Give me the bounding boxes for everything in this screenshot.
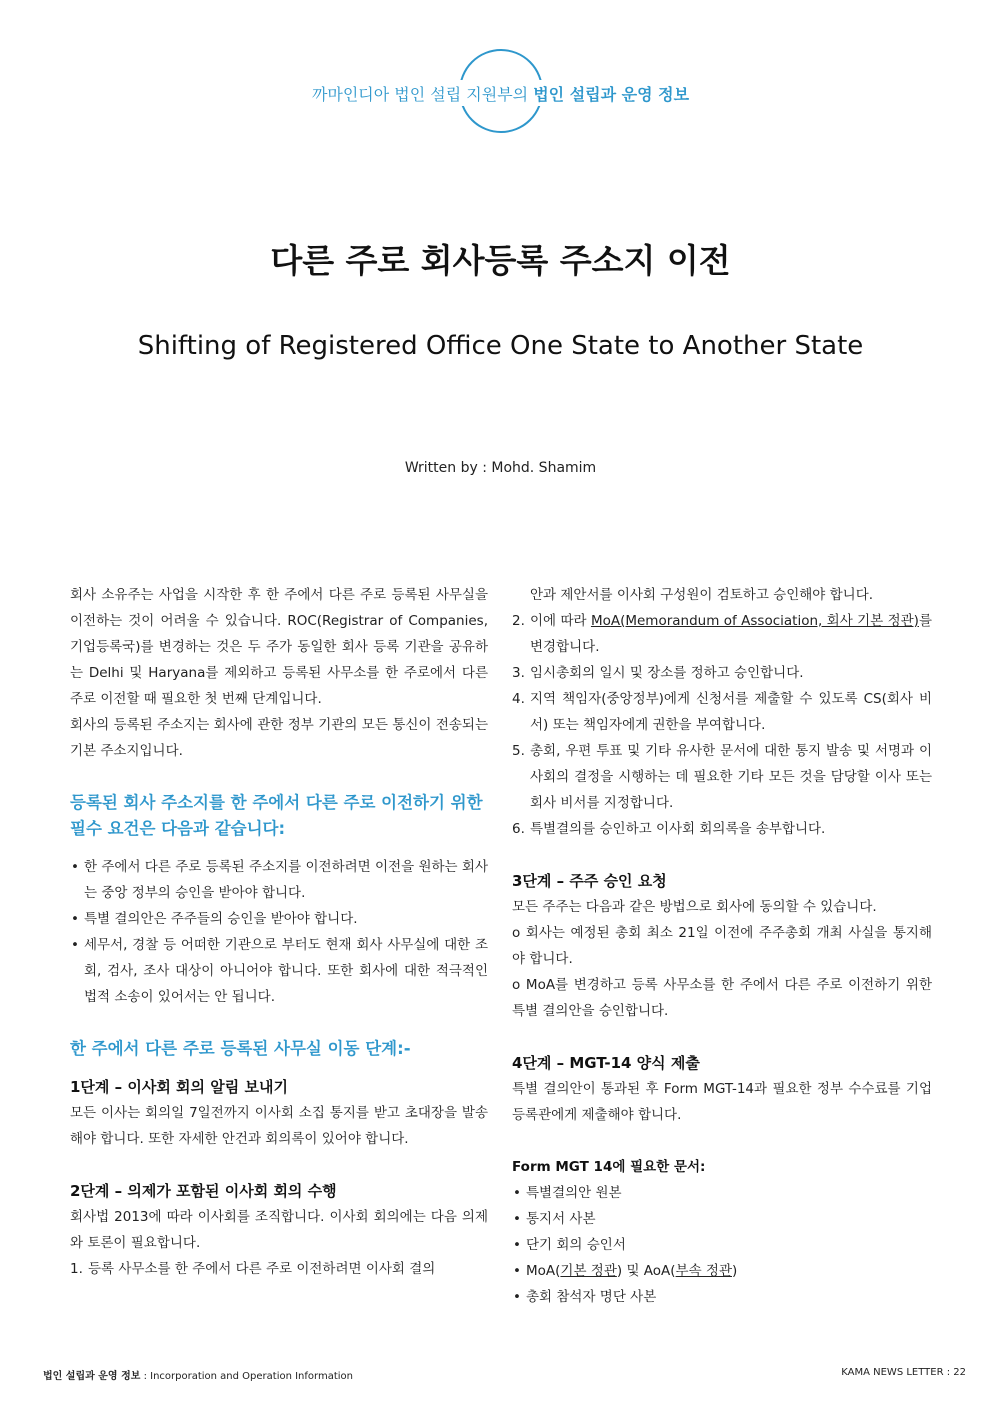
page-title-english: Shifting of Registered Office One State to Another State bbox=[137, 331, 864, 361]
item-text-pre: 이에 따라 bbox=[530, 613, 591, 629]
steps-heading: 한 주에서 다른 주로 등록된 사무실 이동 단계:- bbox=[70, 1039, 411, 1058]
moa-underlined: MoA(Memorandum of Association, 회사 기본 정관) bbox=[590, 613, 919, 629]
header-bold: 법인 설립과 운영 정보 bbox=[533, 85, 690, 104]
requirements-heading: 등록된 회사 주소지를 한 주에서 다른 주로 이전하기 위한 필수 요건은 다음과 같습니다: bbox=[70, 793, 483, 838]
intro-paragraph-1: 회사 소유주는 사업을 시작한 후 한 주에서 다른 주로 등록된 사무실을 이전하는 것이 어려울 수 있습니다. ROC(Registrar of Companies, 기업등록국)를 변경하는 것은 두 주가 동일한 회사 등록 기관을 공유하는 Delhi 및 Haryana를 제외하고 등록된 사무소를 한 주로에서 다른 주로 이전할 때 필요한 첫 번째 단계입니다. bbox=[70, 587, 488, 707]
doc4-underlined: 부속 정관 bbox=[675, 1263, 733, 1279]
list-item: • 통지서 사본 bbox=[512, 1206, 932, 1232]
item-text-post: 를 변경합니다. bbox=[530, 613, 932, 655]
list-item: • 특별결의안 원본 bbox=[512, 1180, 932, 1206]
step3-option-2: o MoA를 변경하고 등록 사무소를 한 주에서 다른 주로 이전하기 위한 특별 결의안을 승인합니다. bbox=[512, 977, 932, 1019]
step4-title: 4단계 – MGT-14 양식 제출 bbox=[512, 1054, 700, 1072]
doc4-part: ) bbox=[732, 1263, 738, 1279]
doc4-underlined: 기본 정관 bbox=[560, 1263, 617, 1279]
item-number: 1. bbox=[70, 1261, 83, 1277]
step4-body: 특별 결의안이 통과된 후 Form MGT-14과 필요한 정부 수수료를 기업 등록관에게 제출해야 합니다. bbox=[512, 1081, 932, 1123]
step2-body: 회사법 2013에 따라 이사회를 조직합니다. 이사회 회의에는 다음 의제와 토론이 필요합니다. bbox=[70, 1209, 488, 1251]
item-text: 등록 사무소를 한 주에서 다른 주로 이전하려면 이사회 결의 bbox=[88, 1261, 436, 1277]
item-number: 6. bbox=[512, 821, 525, 837]
step3-title: 3단계 – 주주 승인 요청 bbox=[512, 872, 667, 890]
list-item bbox=[512, 1258, 932, 1284]
list-item bbox=[512, 738, 932, 816]
item-number: 5. bbox=[512, 743, 525, 759]
footer-left bbox=[43, 1367, 353, 1382]
documents-list bbox=[512, 1180, 932, 1310]
page-title-korean: 다른 주로 회사등록 주소지 이전 bbox=[270, 241, 731, 280]
list-item bbox=[70, 1256, 488, 1282]
step2-list bbox=[70, 1256, 488, 1282]
author-line: Written by : Mohd. Shamim bbox=[404, 460, 597, 476]
header-text bbox=[0, 82, 1001, 105]
doc4-part: MoA( bbox=[526, 1263, 561, 1279]
footer-left-bold: 법인 설립과 운영 정보 bbox=[43, 1371, 141, 1382]
list-item: • 단기 회의 승인서 bbox=[512, 1232, 932, 1258]
step3-body: 모든 주주는 다음과 같은 방법으로 회사에 동의할 수 있습니다. bbox=[512, 899, 877, 915]
list-item bbox=[512, 816, 932, 842]
list-item: • 특별 결의안은 주주들의 승인을 받아야 합니다. bbox=[70, 906, 488, 932]
step1-body: 모든 이사는 회의일 7일전까지 이사회 소집 통지를 받고 초대장을 발송해야 합니다. 또한 자세한 안건과 회의록이 있어야 합니다. bbox=[70, 1105, 488, 1147]
header-prefix: 까마인디아 법인 설립 지원부의 bbox=[311, 85, 534, 104]
list-item: • 세무서, 경찰 등 어떠한 기관으로 부터도 현재 회사 사무실에 대한 조회, 검사, 조사 대상이 아니어야 합니다. 또한 회사에 대한 적극적인 법적 소송이 있어서는 안 됩니다. bbox=[70, 932, 488, 1010]
footer-left-rest: : Incorporation and Operation Information bbox=[140, 1371, 353, 1382]
right-column bbox=[512, 582, 932, 1310]
list-item: • 한 주에서 다른 주로 등록된 주소지를 이전하려면 이전을 원하는 회사는 중앙 정부의 승인을 받아야 합니다. bbox=[70, 854, 488, 906]
item-number: 4. bbox=[512, 691, 525, 707]
requirements-list bbox=[70, 854, 488, 1010]
list-item bbox=[512, 686, 932, 738]
left-column bbox=[70, 582, 488, 1282]
item-text: 지역 책임자(중앙정부)에게 신청서를 제출할 수 있도록 CS(회사 비서) 또는 책임자에게 권한을 부여합니다. bbox=[530, 691, 932, 733]
intro-paragraph-2: 회사의 등록된 주소지는 회사에 관한 정부 기관의 모든 통신이 전송되는 기본 주소지입니다. bbox=[70, 717, 488, 759]
item-text: 안과 제안서를 이사회 구성원이 검토하고 승인해야 합니다. bbox=[530, 587, 874, 603]
item-text: 특별결의를 승인하고 이사회 회의록을 송부합니다. bbox=[530, 821, 826, 837]
item-number: 3. bbox=[512, 665, 525, 681]
step2-title: 2단계 – 의제가 포함된 이사회 회의 수행 bbox=[70, 1182, 337, 1200]
documents-heading: Form MGT 14에 필요한 문서: bbox=[512, 1159, 706, 1175]
footer-page-number: KAMA NEWS LETTER : 22 bbox=[841, 1367, 966, 1378]
doc4-part: ) 및 AoA( bbox=[616, 1263, 676, 1279]
list-item: • 총회 참석자 명단 사본 bbox=[512, 1284, 932, 1310]
list-item bbox=[512, 582, 932, 608]
list-item bbox=[512, 660, 932, 686]
item-number: 2. bbox=[512, 613, 525, 629]
list-item bbox=[512, 608, 932, 660]
step3-option-1: o 회사는 예정된 총회 최소 21일 이전에 주주총회 개최 사실을 통지해야 합니다. bbox=[512, 925, 932, 967]
item-text: 임시총회의 일시 및 장소를 정하고 승인합니다. bbox=[530, 665, 804, 681]
step1-title: 1단계 – 이사회 회의 알림 보내기 bbox=[70, 1078, 288, 1096]
item-text: 총회, 우편 투표 및 기타 유사한 문서에 대한 통지 발송 및 서명과 이사회의 결정을 시행하는 데 필요한 기타 모든 것을 담당할 이사 또는 회사 비서를 지정합니다. bbox=[530, 743, 932, 811]
step2-list-continued bbox=[512, 582, 932, 842]
